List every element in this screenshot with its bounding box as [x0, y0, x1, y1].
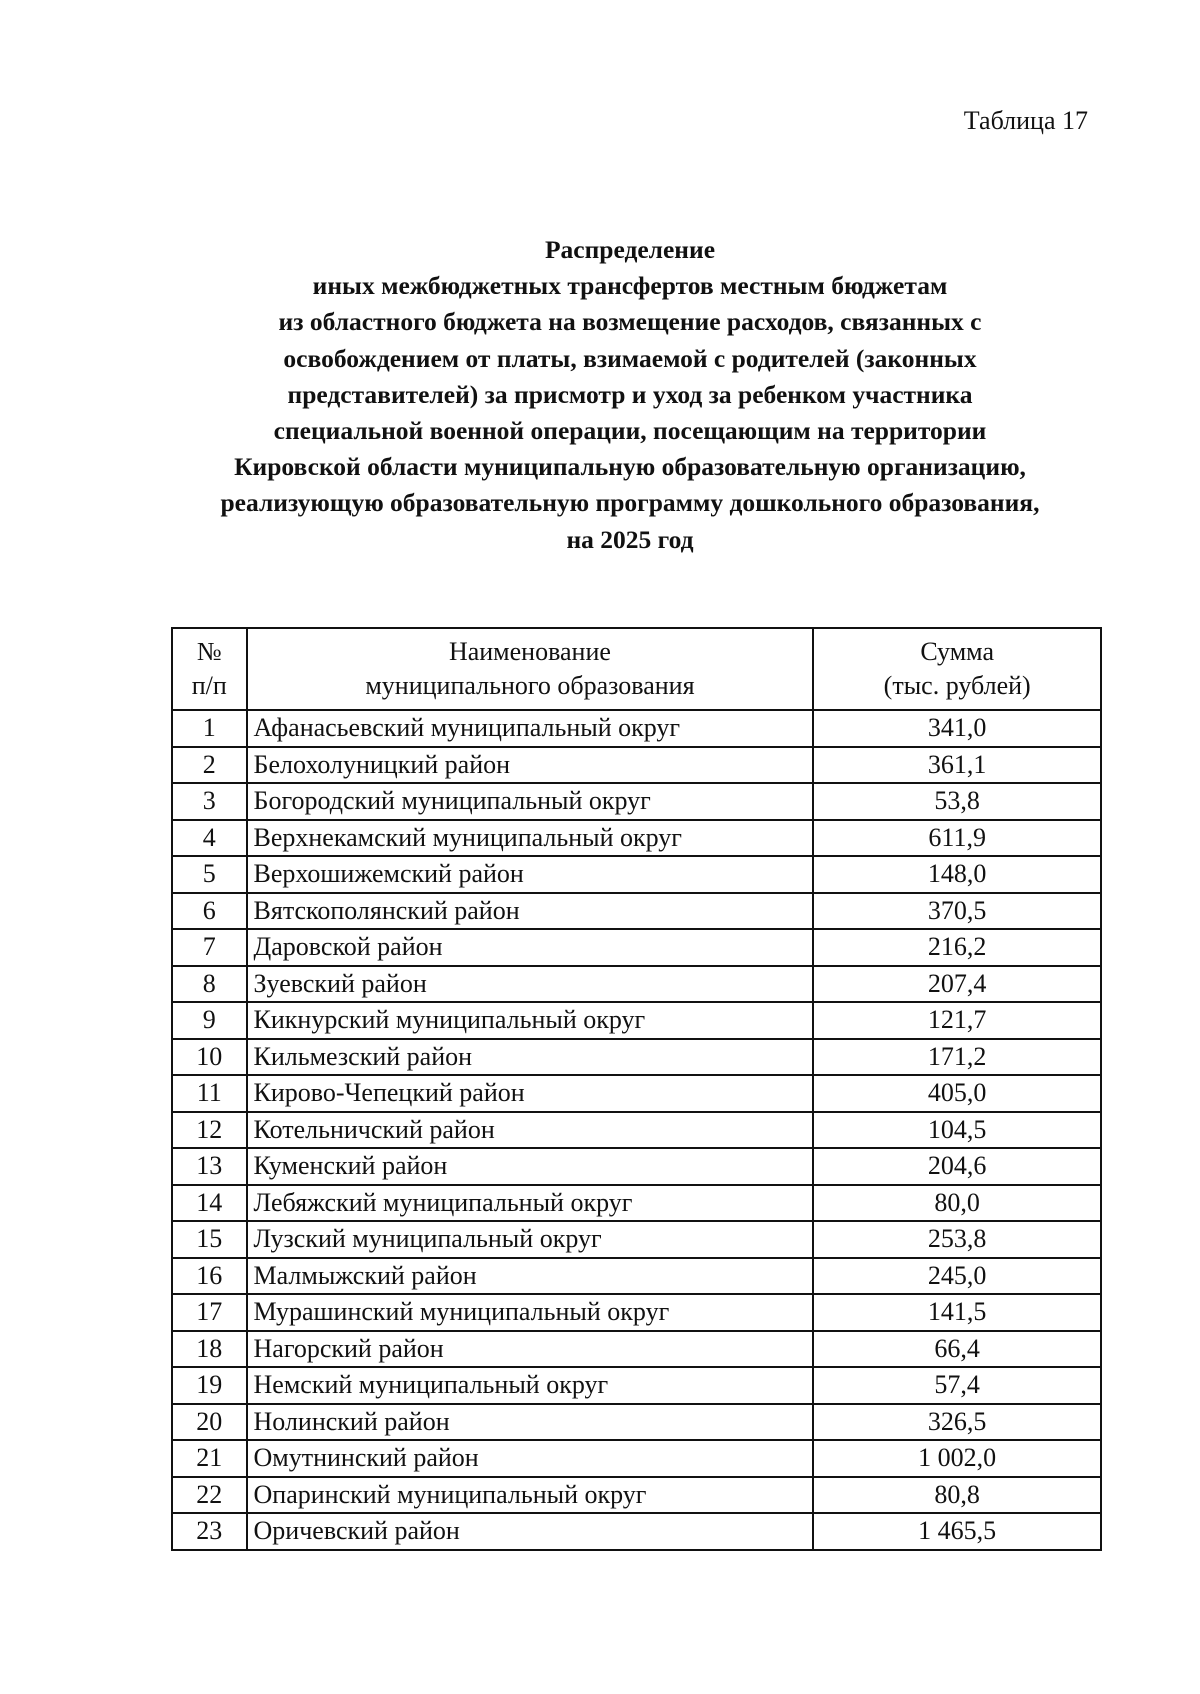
header-sum: Сумма (тыс. рублей): [813, 628, 1101, 710]
municipality-name: Афанасьевский муниципальный округ: [247, 710, 814, 747]
row-sum: 341,0: [813, 710, 1101, 747]
row-number: 19: [172, 1367, 247, 1404]
row-sum: 253,8: [813, 1221, 1101, 1258]
row-number: 5: [172, 856, 247, 893]
table-row: [172, 1148, 1101, 1185]
title-line: специальной военной операции, посещающим на территории: [273, 416, 987, 446]
row-number: 9: [172, 1002, 247, 1039]
title-line: иных межбюджетных трансфертов местным бюджетам: [312, 271, 948, 301]
table-row: [172, 1331, 1101, 1368]
municipality-name: Верхошижемский район: [247, 856, 814, 893]
municipality-name: Лебяжский муниципальный округ: [247, 1185, 814, 1222]
table-row: [172, 1404, 1101, 1441]
municipality-name: Зуевский район: [247, 966, 814, 1003]
row-number: 13: [172, 1148, 247, 1185]
municipality-name: Богородский муниципальный округ: [247, 783, 814, 820]
row-sum: 57,4: [813, 1367, 1101, 1404]
table-row: [172, 1440, 1101, 1477]
table-body: [172, 710, 1101, 1550]
row-number: 12: [172, 1112, 247, 1149]
table-row: [172, 1185, 1101, 1222]
row-number: 11: [172, 1075, 247, 1112]
table-row: [172, 1221, 1101, 1258]
row-sum: 405,0: [813, 1075, 1101, 1112]
row-number: 20: [172, 1404, 247, 1441]
row-number: 14: [172, 1185, 247, 1222]
table-row: [172, 1294, 1101, 1331]
row-sum: 148,0: [813, 856, 1101, 893]
row-number: 22: [172, 1477, 247, 1514]
row-sum: 326,5: [813, 1404, 1101, 1441]
municipality-name: Нолинский район: [247, 1404, 814, 1441]
table-row: [172, 893, 1101, 930]
row-number: 7: [172, 929, 247, 966]
row-number: 2: [172, 747, 247, 784]
row-sum: 141,5: [813, 1294, 1101, 1331]
municipality-name: Малмыжский район: [247, 1258, 814, 1295]
table-row: [172, 856, 1101, 893]
municipality-name: Верхнекамский муниципальный округ: [247, 820, 814, 857]
table-row: [172, 1112, 1101, 1149]
table-header-row: [172, 628, 1101, 710]
municipality-name: Куменский район: [247, 1148, 814, 1185]
title-line: освобождением от платы, взимаемой с родителей (законных: [283, 343, 977, 373]
municipality-name: Лузский муниципальный округ: [247, 1221, 814, 1258]
row-sum: 104,5: [813, 1112, 1101, 1149]
row-number: 3: [172, 783, 247, 820]
row-number: 21: [172, 1440, 247, 1477]
row-number: 8: [172, 966, 247, 1003]
row-number: 15: [172, 1221, 247, 1258]
row-sum: 204,6: [813, 1148, 1101, 1185]
table-row: [172, 710, 1101, 747]
municipality-name: Опаринский муниципальный округ: [247, 1477, 814, 1514]
title-line: Кировской области муниципальную образовательную организацию,: [234, 452, 1026, 482]
header-number: № п/п: [172, 628, 247, 710]
table-row: [172, 1477, 1101, 1514]
municipality-name: Кильмезский район: [247, 1039, 814, 1076]
municipality-name: Омутнинский район: [247, 1440, 814, 1477]
municipality-name: Мурашинский муниципальный округ: [247, 1294, 814, 1331]
table-row: [172, 1075, 1101, 1112]
table-row: [172, 1039, 1101, 1076]
municipality-name: Белохолуницкий район: [247, 747, 814, 784]
row-sum: 1 465,5: [813, 1513, 1101, 1550]
row-number: 23: [172, 1513, 247, 1550]
table-row: [172, 783, 1101, 820]
document-title: [160, 232, 1100, 558]
row-number: 4: [172, 820, 247, 857]
table-row: [172, 929, 1101, 966]
row-sum: 207,4: [813, 966, 1101, 1003]
row-number: 18: [172, 1331, 247, 1368]
municipality-name: Кикнурский муниципальный округ: [247, 1002, 814, 1039]
row-sum: 66,4: [813, 1331, 1101, 1368]
row-sum: 1 002,0: [813, 1440, 1101, 1477]
table-number-label: Таблица 17: [963, 106, 1088, 135]
row-number: 16: [172, 1258, 247, 1295]
municipality-name: Оричевский район: [247, 1513, 814, 1550]
table-row: [172, 1367, 1101, 1404]
title-line: из областного бюджета на возмещение расходов, связанных с: [278, 307, 982, 337]
table-row: [172, 1513, 1101, 1550]
title-line: на 2025 год: [566, 524, 694, 554]
municipality-name: Вятскополянский район: [247, 893, 814, 930]
row-sum: 121,7: [813, 1002, 1101, 1039]
table-row: [172, 747, 1101, 784]
title-line: представителей) за присмотр и уход за ребенком участника: [287, 379, 973, 409]
row-number: 6: [172, 893, 247, 930]
municipality-name: Немский муниципальный округ: [247, 1367, 814, 1404]
row-sum: 611,9: [813, 820, 1101, 857]
row-sum: 361,1: [813, 747, 1101, 784]
header-municipality: Наименование муниципального образования: [247, 628, 814, 710]
distribution-table: [171, 627, 1102, 1551]
title-line: реализующую образовательную программу дошкольного образования,: [220, 488, 1040, 518]
row-number: 17: [172, 1294, 247, 1331]
table-row: [172, 820, 1101, 857]
row-number: 1: [172, 710, 247, 747]
municipality-name: Нагорский район: [247, 1331, 814, 1368]
table-row: [172, 1002, 1101, 1039]
title-line: Распределение: [544, 235, 716, 264]
municipality-name: Даровской район: [247, 929, 814, 966]
table-row: [172, 966, 1101, 1003]
row-sum: 80,8: [813, 1477, 1101, 1514]
row-sum: 53,8: [813, 783, 1101, 820]
row-sum: 80,0: [813, 1185, 1101, 1222]
table-row: [172, 1258, 1101, 1295]
municipality-name: Котельничский район: [247, 1112, 814, 1149]
row-sum: 171,2: [813, 1039, 1101, 1076]
row-sum: 216,2: [813, 929, 1101, 966]
row-sum: 370,5: [813, 893, 1101, 930]
row-sum: 245,0: [813, 1258, 1101, 1295]
municipality-name: Кирово-Чепецкий район: [247, 1075, 814, 1112]
row-number: 10: [172, 1039, 247, 1076]
